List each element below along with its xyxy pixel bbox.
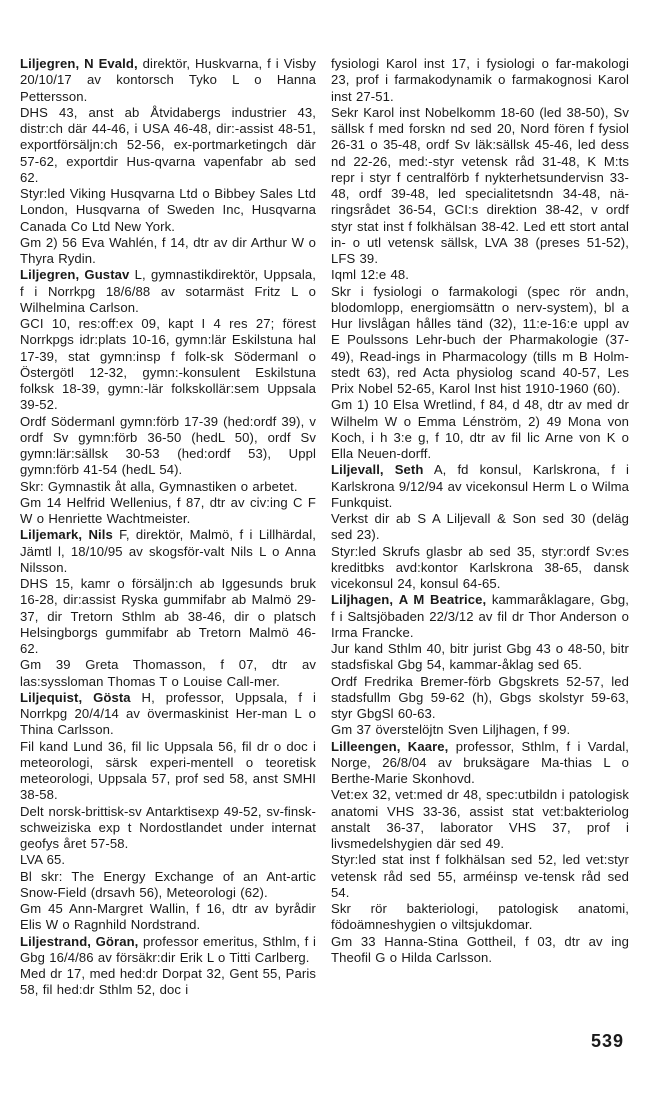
entry-text: Skr i fysiologi o farmakologi (spec rör andn, blodomlopp, energiomsättn o nerv-system), bl a Hur livslågan hålles tänd (32), 11:e-16:e uppl av E Poulssons Lehr-buch der Pharmakologie (37-49), Read-ings in Pharmacology (tills m B Holm-stedt 63), red Acta physiolog scand 40-57, Les Prix Nobel 52-65, Karol Inst hist 1910-1960 (60). xyxy=(331,283,629,396)
entry-text: Sekr Karol inst Nobelkomm 18-60 (led 38-50), Sv sällsk f med forskn nd sed 20, Nord fören f fysiol 26-31 o 35-48, ordf Sv läk:sällsk 45-46, led dess nd 22-26, med:-styr vetensk råd 31-48, K M:ts repr i styr f centralförb f nykterhetsundervisn 33-48, ordf 39-48, led specialitetsndn 34-48, nä-ringsrådet 36-54, GCI:s direktion 38-42, v ordf styr stat inst f folkhälsan 38-42. Led ett stort antal in- o utl vetensk sällsk, LVA 38 (preses 51-52), LFS 39. xyxy=(331,104,629,266)
entry-name: Liljhagen, xyxy=(331,592,394,608)
entry-text: professor, Sthlm, f i Vardal, Norge, 26/8/04 av bruksägare Ma-thias L o Berthe-Marie Skonhovd. xyxy=(331,738,629,786)
entry-text: Skr rör bakteriologi, patologisk anatomi, födoämneshygien o viltsjukdomar. xyxy=(331,901,629,933)
entry-intro xyxy=(20,527,316,576)
biography-entry xyxy=(331,56,629,462)
entry-paragraph xyxy=(331,852,629,901)
entry-paragraph xyxy=(20,235,316,268)
entry-text: Fil kand Lund 36, fil lic Uppsala 56, fil dr o doc i meteorologi, särsk experi-mentell o teoretisk meteorologi, Uppsala 57, prof sed 58, anst SMHI 38-58. xyxy=(20,738,316,803)
entry-paragraph xyxy=(20,495,316,528)
entry-text: Jur kand Sthlm 40, bitr jurist Gbg 43 o 48-50, bitr stadsfiskal Gbg 54, kammar-åklag sed 65. xyxy=(331,641,629,673)
entry-paragraph xyxy=(20,804,316,853)
biography-entry xyxy=(20,934,316,999)
entry-text: Med dr 17, med hed:dr Dorpat 32, Gent 55, Paris 58, fil hed:dr Sthlm 52, doc i xyxy=(20,966,316,998)
entry-intro xyxy=(331,592,629,641)
biography-entry xyxy=(331,462,629,592)
entry-text: Gm 45 Ann-Margret Wallin, f 16, dtr av byrådir Elis W o Ragnhild Nordstrand. xyxy=(20,901,316,933)
entry-text: DHS 15, kamr o försäljn:ch ab Iggesunds bruk 16-28, dir:assist Ryska gummifabr ab Malmö 29-37, dir Tretorn Sthlm ab 38-46, dir o platsch Helsingborgs gummifabr ab Tretorn Malmö 46-62. xyxy=(20,576,316,656)
entry-text: Verkst dir ab S A Liljevall & Son sed 30 (deläg sed 23). xyxy=(331,511,629,543)
entry-name: Liljegren, xyxy=(20,56,80,71)
entry-text: Gm 33 Hanna-Stina Gottheil, f 03, dtr av ing Theofil G o Hilda Carlsson. xyxy=(331,933,629,965)
entry-name: Liljegren, Gustav xyxy=(20,267,130,283)
entry-name: Liljevall, Seth xyxy=(331,462,424,478)
biography-entry xyxy=(20,527,316,690)
entry-text: GCI 10, res:off:ex 09, kapt I 4 res 27; förest Norrkpgs idr:plats 10-16, gymn:lär Eskilstuna hal 17-39, stat gymn:insp f folk-sk Södermanl o Östergötl 12-32, gymn:-konsulent Eskilstuna folksk 18-39, gymn:-lär folkskollär:sem Uppsala 39-52. xyxy=(20,316,316,413)
entry-paragraph xyxy=(331,284,629,398)
entry-text: Bl skr: The Energy Exchange of an Ant-artic Snow-Field (drsavh 56), Meteorologi (62). xyxy=(20,868,316,900)
entry-given-name: N Evald, xyxy=(84,56,138,71)
entry-text: Ordf Fredrika Bremer-förb Gbgskrets 52-57, led stadsfullm Gbg 59-62 (h), Gbgs skolstyr 59-63, styr GbgSl 60-63. xyxy=(331,673,629,721)
entry-text: Skr: Gymnastik åt alla, Gymnastiken o arbetet. xyxy=(20,478,298,494)
entry-paragraph xyxy=(331,901,629,934)
entry-paragraph xyxy=(20,186,316,235)
entry-paragraph xyxy=(20,901,316,934)
entry-paragraph xyxy=(20,966,316,999)
entry-text: Iqml 12:e 48. xyxy=(331,267,409,283)
entry-paragraph xyxy=(20,869,316,902)
entry-intro xyxy=(20,934,316,967)
entry-paragraph xyxy=(331,641,629,674)
entry-intro xyxy=(331,739,629,788)
entry-text: Gm 1) 10 Elsa Wretlind, f 84, d 48, dtr av med dr Wilhelm W o Emma Lénström, 2) 49 Mona von Koch, i h 3:e g, f 10, dtr av fil lic Arne von K o Ella Neuen-dorff. xyxy=(331,397,629,461)
entry-paragraph xyxy=(331,267,629,283)
entry-paragraph xyxy=(20,576,316,657)
entry-paragraph xyxy=(20,479,316,495)
entry-text: professor emeritus, Sthlm, f i Gbg 16/4/86 av försäkr:dir Erik L o Titti Carlberg. xyxy=(20,933,316,965)
entry-intro xyxy=(331,462,629,511)
entry-text: A, fd konsul, Karlskrona, f i Karlskrona 9/12/94 av vicekonsul Herm L o Wilma Funkquist. xyxy=(331,462,630,510)
entry-text: DHS 43, anst ab Åtvidabergs industrier 43, distr:ch där 44-46, i USA 46-48, dir:-assist 48-51, exportförsäljn:ch 52-56, ex-portmarketingch där 57-62, exportdir Hus-qvarna vapenfabr ab sed 62. xyxy=(20,104,316,185)
entry-text: Gm 2) 56 Eva Wahlén, f 14, dtr av dir Arthur W o Thyra Rydin. xyxy=(20,234,316,266)
entry-paragraph xyxy=(20,852,316,868)
entry-text: Styr:led stat inst f folkhälsan sed 52, led vet:styr vetensk råd sed 55, arméinsp ve-tensk råd sed 54. xyxy=(331,852,629,900)
entry-paragraph xyxy=(20,316,316,414)
entry-text: Gm 14 Helfrid Wellenius, f 87, dtr av civ:ing C F W o Henriette Wachtmeister. xyxy=(20,494,316,526)
entry-text: L, gymnastikdirektör, Uppsala, f i Norrkpg 18/6/88 av sotarmäst Fritz L o Wilhelmina Carlson. xyxy=(20,267,316,315)
biography-entry xyxy=(20,690,316,934)
entry-intro xyxy=(331,56,629,105)
page-number: 539 xyxy=(591,1031,625,1051)
entry-name: Lilleengen, Kaare, xyxy=(331,738,449,754)
entry-text: Styr:led Viking Husqvarna Ltd o Bibbey Sales Ltd London, Husqvarna of Sweden Inc, Husqvarna Canada Co Ltd New York. xyxy=(20,186,316,234)
entry-intro xyxy=(20,690,316,739)
entry-intro xyxy=(20,56,316,105)
entry-name: Liljequist, Gösta xyxy=(20,689,131,705)
entry-text: LVA 65. xyxy=(20,852,66,868)
entry-paragraph xyxy=(331,105,629,268)
right-column xyxy=(331,56,629,966)
entry-text: Vet:ex 32, vet:med dr 48, spec:utbildn i patologisk anatomi VHS 33-36, assist stat vet:bakteriolog anstalt 36-37, laborator VHS 37, prof i livsmedelshygien där sed 49. xyxy=(331,787,629,851)
biography-entry xyxy=(20,267,316,527)
entry-paragraph xyxy=(331,397,629,462)
entry-paragraph xyxy=(331,674,629,723)
biography-entry xyxy=(331,739,629,967)
entry-text: Delt norsk-brittisk-sv Antarktisexp 49-52, sv-finsk-schweiziska exp t Nordostlandet under internat geofys året 57-58. xyxy=(20,803,316,851)
biography-entry xyxy=(20,56,316,267)
entry-text: Gm 37 överstelöjtn Sven Liljhagen, f 99. xyxy=(331,722,571,738)
entry-paragraph xyxy=(331,544,629,593)
biography-entry xyxy=(331,592,629,738)
entry-text: F, direktör, Malmö, f i Lillhärdal, Jämtl l, 18/10/95 av skogsför-valt Nils L o Anna Nilsson. xyxy=(20,527,316,575)
entry-paragraph xyxy=(20,105,316,186)
entry-text: fysiologi Karol inst 17, i fysiologi o far-makologi 23, prof i farmakodynamik o farmakognosi Karol inst 27-51. xyxy=(331,56,629,104)
left-column xyxy=(20,56,316,999)
entry-name: Liljestrand, Göran, xyxy=(20,933,139,949)
entry-text: Gm 39 Greta Thomasson, f 07, dtr av las:syssloman Thomas T o Louise Call-mer. xyxy=(20,657,316,689)
entry-text: Ordf Södermanl gymn:förb 17-39 (hed:ordf 39), v ordf Sv gymn:förb 36-50 (hedL 50), ordf Sv gymn:lär:sällsk 30-53 (hed:ordf 53), Uppl gymn:förb 41-54 (hedL 54). xyxy=(20,413,316,478)
entry-paragraph xyxy=(331,934,629,967)
entry-paragraph xyxy=(20,657,316,690)
entry-text: kammaråklagare, Gbg, f i Saltsjöbaden 22/3/12 av fil dr Thor Anderson o Irma Francke. xyxy=(331,592,629,640)
entry-text: Styr:led Skrufs glasbr ab sed 35, styr:ordf Sv:es kreditbks avd:kontor Karlskrona 38-65, dansk vicekonsul 24, konsul 64-65. xyxy=(331,543,629,591)
entry-paragraph xyxy=(20,414,316,479)
entry-text: direktör, Huskvarna, f i Visby 20/10/17 av kontorsch Tyko L o Hanna Pettersson. xyxy=(20,56,316,104)
entry-paragraph xyxy=(331,787,629,852)
entry-paragraph xyxy=(331,511,629,544)
entry-intro xyxy=(20,267,316,316)
entry-given-name: A M Beatrice, xyxy=(398,592,487,608)
entry-name: Liljemark, Nils xyxy=(20,527,113,543)
entry-paragraph xyxy=(20,739,316,804)
entry-text: H, professor, Uppsala, f i Norrkpg 20/4/14 av övermaskinist Her-man L o Thina Carlsson. xyxy=(20,689,316,738)
entry-paragraph xyxy=(331,722,629,738)
